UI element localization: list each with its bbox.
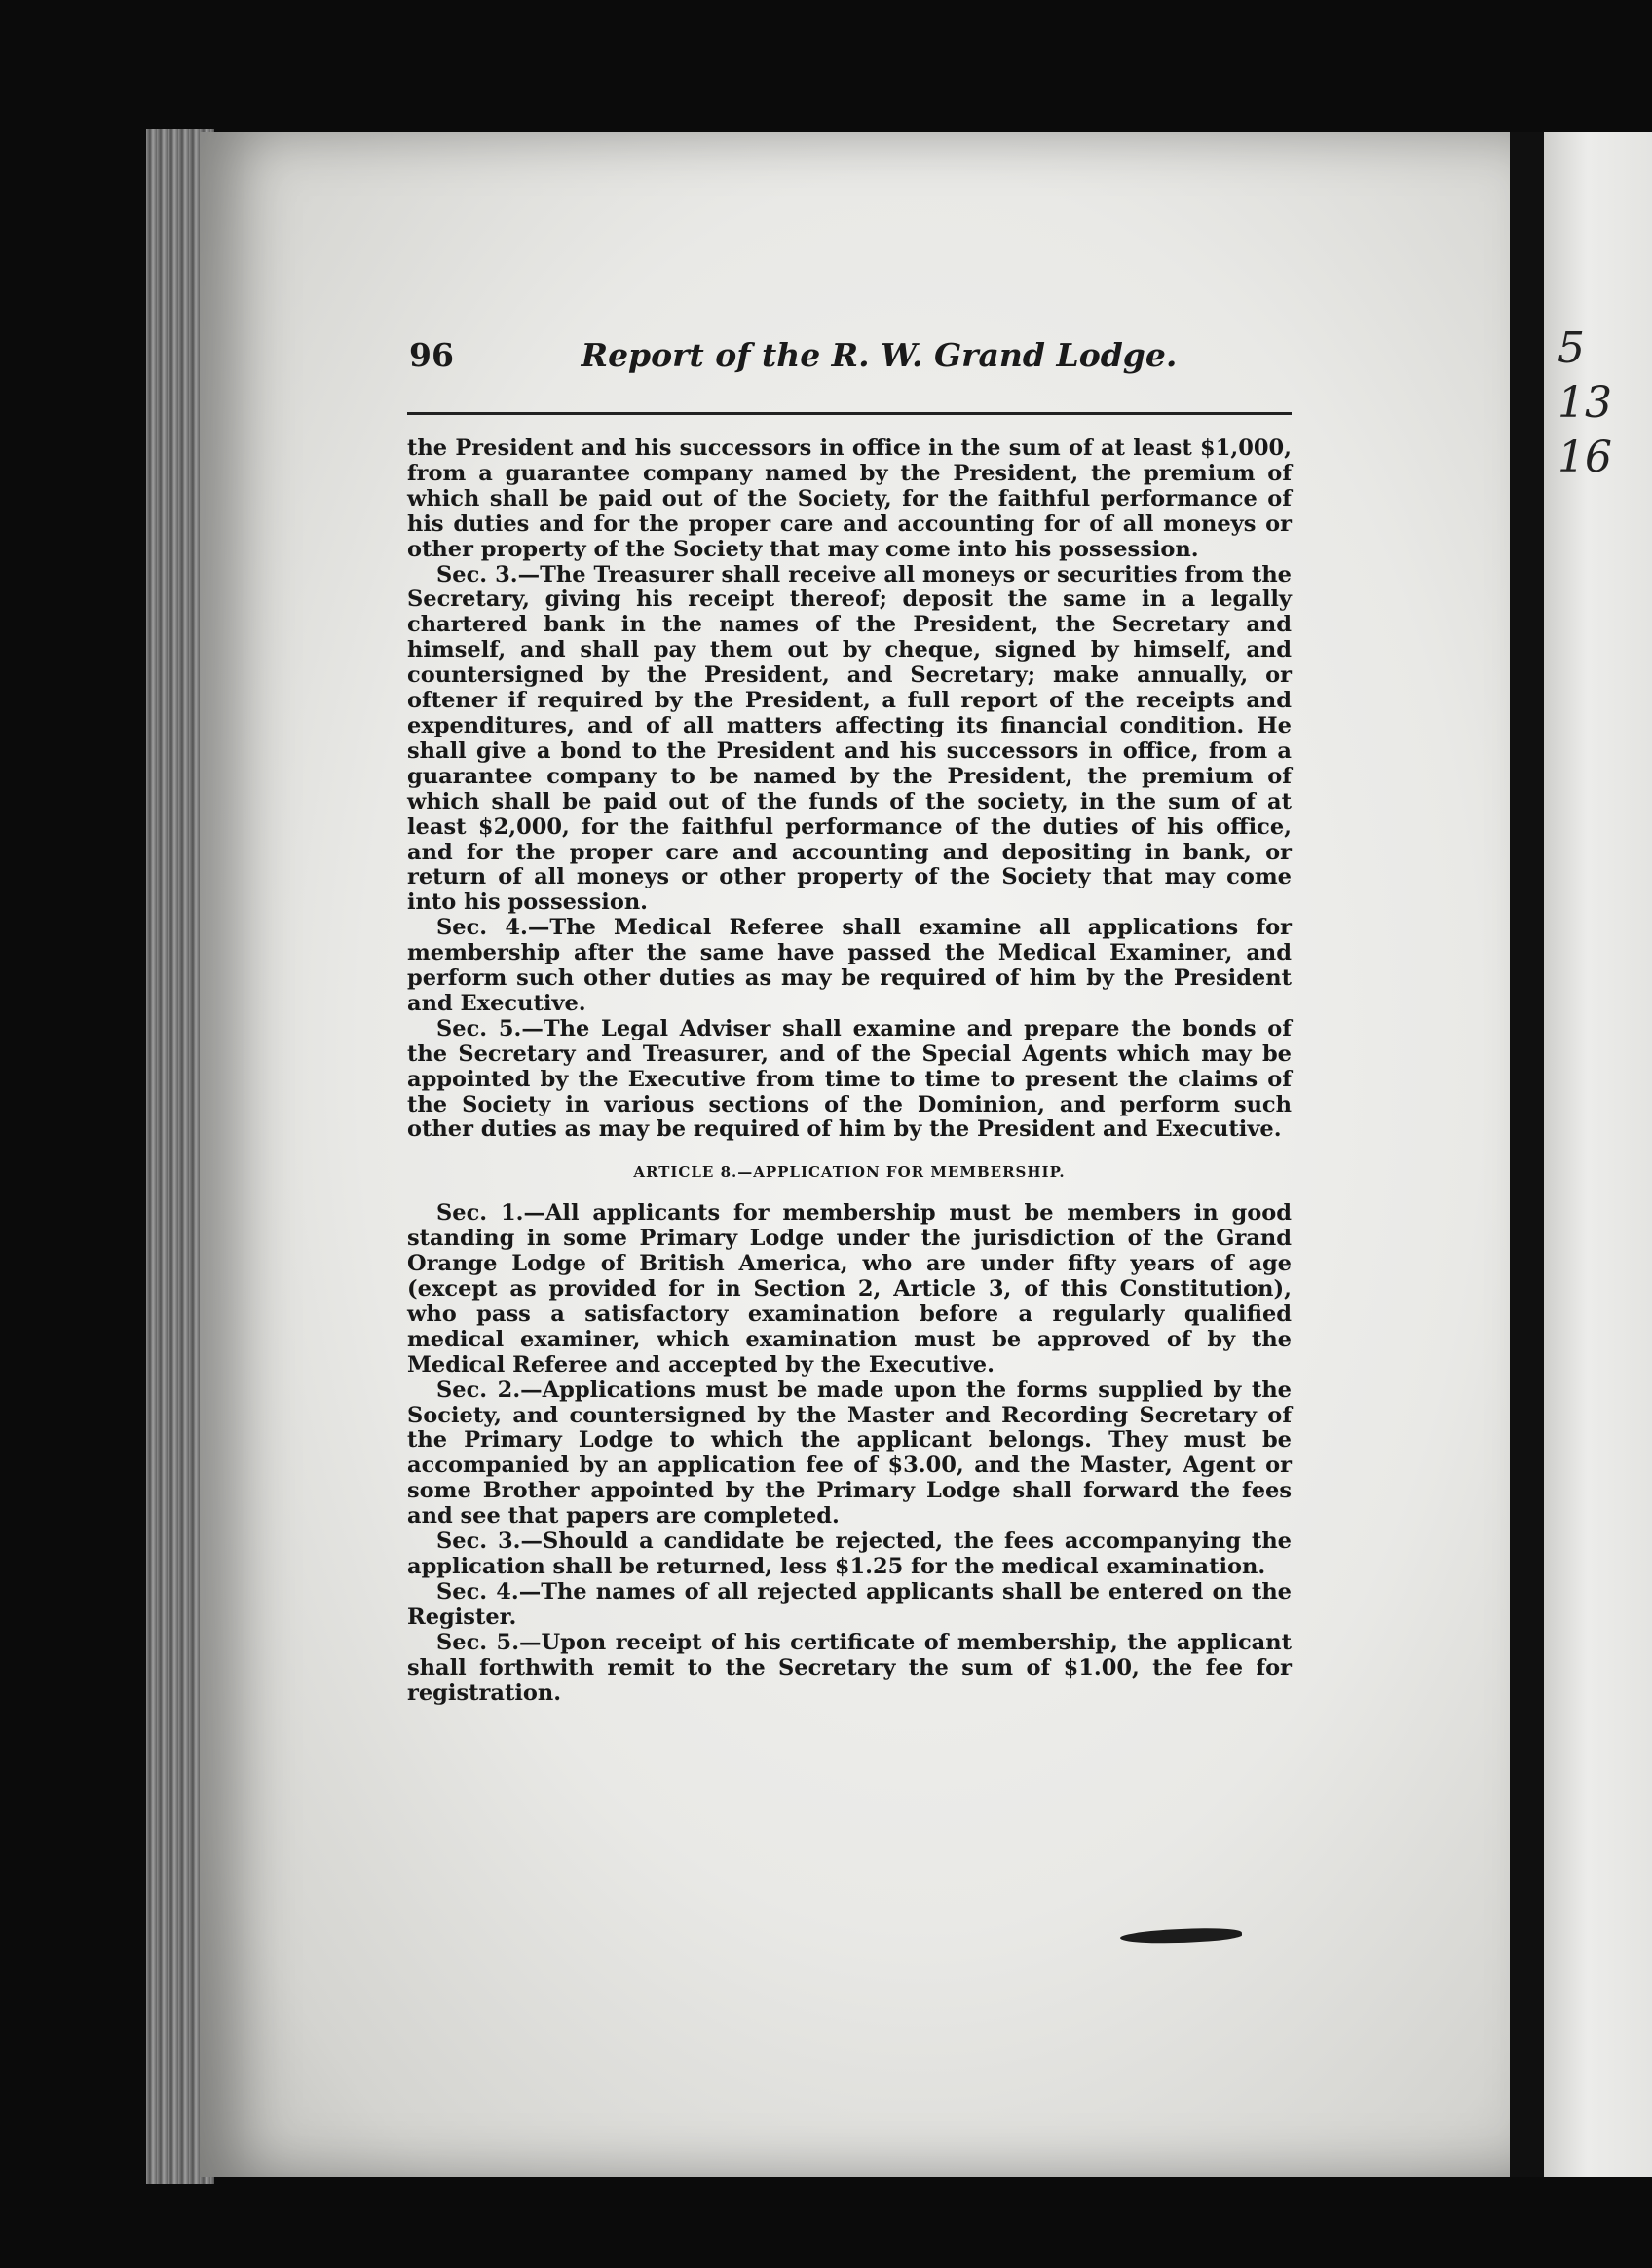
running-title: Report of the R. W. Grand Lodge.: [581, 336, 1178, 374]
paragraph: Sec. 1.—All applicants for membership must be members in good standing in some Primary Lodge under the jurisdiction of the Grand Orange Lodge of British America, who are under fifty years of age (except as provided for in Section 2, Article 3, of this Constitution), who pass a satisfactory examination before a regularly qualified medical examiner, which examination must be approved of by the Medical Referee and accepted by the Executive.: [407, 1200, 1292, 1378]
paragraph: Sec. 4.—The names of all rejected applicants shall be entered on the Register.: [407, 1578, 1292, 1630]
margin-note: 16: [1558, 433, 1612, 482]
paragraph: Sec. 2.—Applications must be made upon the forms supplied by the Society, and countersigned by the Master and Recording Secretary of the Primary Lodge to which the applicant belongs. They must be accompanied by an application fee of $3.00, and the Master, Agent or some Brother appointed by the Primary Lodge shall forward the fees and see that papers are completed.: [407, 1377, 1292, 1530]
article-heading: ARTICLE 8.—APPLICATION FOR MEMBERSHIP.: [633, 1163, 1066, 1182]
body-text: [407, 436, 1292, 1706]
page-number: 96: [409, 336, 454, 374]
paragraph: Sec. 5.—Upon receipt of his certificate of membership, the applicant shall forthwith remit to the Secretary the sum of $1.00, the fee for registration.: [407, 1629, 1292, 1706]
paragraph: the President and his successors in office in the sum of at least $1,000, from a guarantee company named by the President, the premium of which shall be paid out of the Society, for the faithful performance of his duties and for the proper care and accounting for of all moneys or other property of the Society that may come into his possession.: [407, 435, 1292, 562]
paragraph: Sec. 5.—The Legal Adviser shall examine and prepare the bonds of the Secretary and Treasurer, and of the Special Agents which may be appointed by the Executive from time to time to present the claims of the Society in various sections of the Dominion, and perform such other duties as may be required of him by the President and Executive.: [407, 1015, 1292, 1143]
book-gutter: [1510, 132, 1544, 2177]
paragraph: Sec. 3.—The Treasurer shall receive all moneys or securities from the Secretary, giving his receipt thereof; deposit the same in a legally chartered bank in the names of the President, the Secretary and himself, and shall pay them out by cheque, signed by himself, and countersigned by the President, and Secretary; make annually, or oftener if required by the President, a full report of the receipts and expenditures, and of all matters affecting its financial condition. He shall give a bond to the President and his successors in office, from a guarantee company to be named by the President, the premium of which shall be paid out of the funds of the society, in the sum of at least $2,000, for the faithful performance of the duties of his office, and for the proper care and accounting and depositing in bank, or return of all moneys or other property of the Society that may come into his possession.: [407, 561, 1292, 916]
margin-note: 5: [1558, 323, 1585, 373]
page-header: [409, 336, 1291, 395]
margin-note: 13: [1558, 378, 1612, 428]
header-rule: [407, 412, 1292, 415]
paragraph: Sec. 3.—Should a candidate be rejected, the fees accompanying the application shall be returned, less $1.25 for the medical examination.: [407, 1529, 1292, 1579]
handwritten-margin-notes: [1544, 321, 1652, 485]
paragraph: Sec. 4.—The Medical Referee shall examine all applications for membership after the same have passed the Medical Examiner, and perform such other duties as may be required of him by the President and Executive.: [407, 915, 1292, 1016]
